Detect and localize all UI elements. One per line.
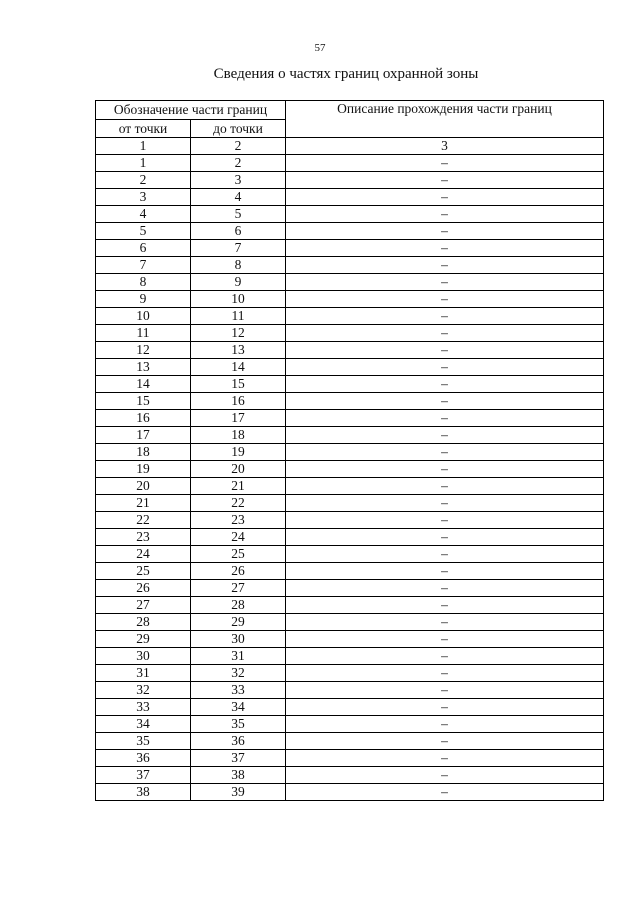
description-cell: –	[286, 240, 604, 257]
from-point-cell: 29	[96, 631, 191, 648]
to-point-cell: 36	[191, 733, 286, 750]
description-cell: –	[286, 682, 604, 699]
to-point-cell: 39	[191, 784, 286, 801]
table-row	[96, 784, 604, 801]
to-point-cell: 2	[191, 155, 286, 172]
from-point-cell: 2	[96, 172, 191, 189]
description-cell: –	[286, 461, 604, 478]
to-point-cell: 5	[191, 206, 286, 223]
from-point-cell: 37	[96, 767, 191, 784]
from-point-cell: 24	[96, 546, 191, 563]
from-point-cell: 5	[96, 223, 191, 240]
description-cell: –	[286, 223, 604, 240]
to-point-cell: 10	[191, 291, 286, 308]
to-point-cell: 8	[191, 257, 286, 274]
to-point-cell: 23	[191, 512, 286, 529]
from-point-cell: 10	[96, 308, 191, 325]
description-cell: –	[286, 325, 604, 342]
from-point-cell: 11	[96, 325, 191, 342]
table-row	[96, 257, 604, 274]
from-point-cell: 7	[96, 257, 191, 274]
to-point-cell: 11	[191, 308, 286, 325]
description-cell: –	[286, 546, 604, 563]
to-point-cell: 16	[191, 393, 286, 410]
to-point-cell: 15	[191, 376, 286, 393]
from-point-cell: 19	[96, 461, 191, 478]
description-cell: –	[286, 597, 604, 614]
from-point-cell: 36	[96, 750, 191, 767]
from-point-cell: 31	[96, 665, 191, 682]
to-point-cell: 21	[191, 478, 286, 495]
table-row	[96, 172, 604, 189]
from-point-cell: 16	[96, 410, 191, 427]
description-cell: –	[286, 529, 604, 546]
description-cell: –	[286, 478, 604, 495]
table-row	[96, 274, 604, 291]
from-point-cell: 9	[96, 291, 191, 308]
to-point-cell: 18	[191, 427, 286, 444]
description-cell: –	[286, 563, 604, 580]
to-point-cell: 6	[191, 223, 286, 240]
to-point-cell: 33	[191, 682, 286, 699]
description-cell: –	[286, 648, 604, 665]
table-row	[96, 291, 604, 308]
table-row	[96, 495, 604, 512]
to-point-cell: 14	[191, 359, 286, 376]
from-point-cell: 12	[96, 342, 191, 359]
from-point-cell: 14	[96, 376, 191, 393]
column-number: 2	[191, 138, 286, 155]
boundary-table	[95, 100, 604, 801]
from-point-cell: 6	[96, 240, 191, 257]
from-point-cell: 1	[96, 155, 191, 172]
table-row	[96, 631, 604, 648]
to-point-cell: 38	[191, 767, 286, 784]
table-row	[96, 376, 604, 393]
table-row	[96, 410, 604, 427]
from-point-cell: 20	[96, 478, 191, 495]
to-point-cell: 4	[191, 189, 286, 206]
description-cell: –	[286, 393, 604, 410]
description-cell: –	[286, 274, 604, 291]
boundary-part-header: Обозначение части границ	[96, 101, 286, 120]
table-row	[96, 206, 604, 223]
table-row	[96, 648, 604, 665]
table-row	[96, 393, 604, 410]
description-cell: –	[286, 376, 604, 393]
from-point-cell: 35	[96, 733, 191, 750]
description-cell: –	[286, 172, 604, 189]
description-cell: –	[286, 631, 604, 648]
to-point-cell: 27	[191, 580, 286, 597]
table-row	[96, 597, 604, 614]
description-cell: –	[286, 257, 604, 274]
to-point-cell: 13	[191, 342, 286, 359]
from-point-cell: 27	[96, 597, 191, 614]
table-row	[96, 223, 604, 240]
to-point-cell: 22	[191, 495, 286, 512]
table-row	[96, 478, 604, 495]
from-point-cell: 28	[96, 614, 191, 631]
from-point-cell: 33	[96, 699, 191, 716]
to-point-cell: 32	[191, 665, 286, 682]
table-row	[96, 665, 604, 682]
table-row	[96, 308, 604, 325]
from-point-header: от точки	[96, 120, 191, 138]
table-row	[96, 699, 604, 716]
table-row	[96, 461, 604, 478]
table-row	[96, 512, 604, 529]
to-point-header: до точки	[191, 120, 286, 138]
table-row	[96, 189, 604, 206]
from-point-cell: 22	[96, 512, 191, 529]
from-point-cell: 8	[96, 274, 191, 291]
column-number: 3	[286, 138, 604, 155]
to-point-cell: 31	[191, 648, 286, 665]
table-row	[96, 240, 604, 257]
description-header: Описание прохождения части границ	[286, 101, 604, 138]
table-row	[96, 563, 604, 580]
from-point-cell: 4	[96, 206, 191, 223]
table-body	[96, 155, 604, 801]
description-cell: –	[286, 784, 604, 801]
to-point-cell: 30	[191, 631, 286, 648]
table-row	[96, 580, 604, 597]
description-cell: –	[286, 155, 604, 172]
description-cell: –	[286, 291, 604, 308]
table-row	[96, 529, 604, 546]
table-row	[96, 155, 604, 172]
table-row	[96, 750, 604, 767]
to-point-cell: 26	[191, 563, 286, 580]
table-row	[96, 325, 604, 342]
to-point-cell: 29	[191, 614, 286, 631]
from-point-cell: 30	[96, 648, 191, 665]
from-point-cell: 21	[96, 495, 191, 512]
from-point-cell: 38	[96, 784, 191, 801]
description-cell: –	[286, 580, 604, 597]
from-point-cell: 25	[96, 563, 191, 580]
from-point-cell: 15	[96, 393, 191, 410]
from-point-cell: 26	[96, 580, 191, 597]
to-point-cell: 12	[191, 325, 286, 342]
description-cell: –	[286, 308, 604, 325]
to-point-cell: 7	[191, 240, 286, 257]
description-cell: –	[286, 495, 604, 512]
description-cell: –	[286, 342, 604, 359]
to-point-cell: 24	[191, 529, 286, 546]
description-cell: –	[286, 767, 604, 784]
table-row	[96, 682, 604, 699]
table-row	[96, 733, 604, 750]
to-point-cell: 19	[191, 444, 286, 461]
page-number: 57	[314, 42, 326, 54]
from-point-cell: 13	[96, 359, 191, 376]
table-row	[96, 767, 604, 784]
column-number: 1	[96, 138, 191, 155]
to-point-cell: 35	[191, 716, 286, 733]
from-point-cell: 17	[96, 427, 191, 444]
description-cell: –	[286, 750, 604, 767]
from-point-cell: 23	[96, 529, 191, 546]
from-point-cell: 3	[96, 189, 191, 206]
table-row	[96, 427, 604, 444]
from-point-cell: 18	[96, 444, 191, 461]
to-point-cell: 28	[191, 597, 286, 614]
description-cell: –	[286, 699, 604, 716]
to-point-cell: 9	[191, 274, 286, 291]
document-title: Сведения о частях границ охранной зоны	[213, 66, 479, 82]
from-point-cell: 32	[96, 682, 191, 699]
to-point-cell: 17	[191, 410, 286, 427]
description-cell: –	[286, 206, 604, 223]
to-point-cell: 34	[191, 699, 286, 716]
table-row	[96, 614, 604, 631]
to-point-cell: 3	[191, 172, 286, 189]
description-cell: –	[286, 359, 604, 376]
description-cell: –	[286, 614, 604, 631]
description-cell: –	[286, 427, 604, 444]
table-row	[96, 359, 604, 376]
to-point-cell: 25	[191, 546, 286, 563]
description-cell: –	[286, 444, 604, 461]
from-point-cell: 34	[96, 716, 191, 733]
description-cell: –	[286, 410, 604, 427]
description-cell: –	[286, 512, 604, 529]
table-row	[96, 716, 604, 733]
description-cell: –	[286, 189, 604, 206]
table-row	[96, 546, 604, 563]
description-cell: –	[286, 716, 604, 733]
to-point-cell: 20	[191, 461, 286, 478]
table-row	[96, 342, 604, 359]
to-point-cell: 37	[191, 750, 286, 767]
description-cell: –	[286, 665, 604, 682]
description-cell: –	[286, 733, 604, 750]
table-row	[96, 444, 604, 461]
